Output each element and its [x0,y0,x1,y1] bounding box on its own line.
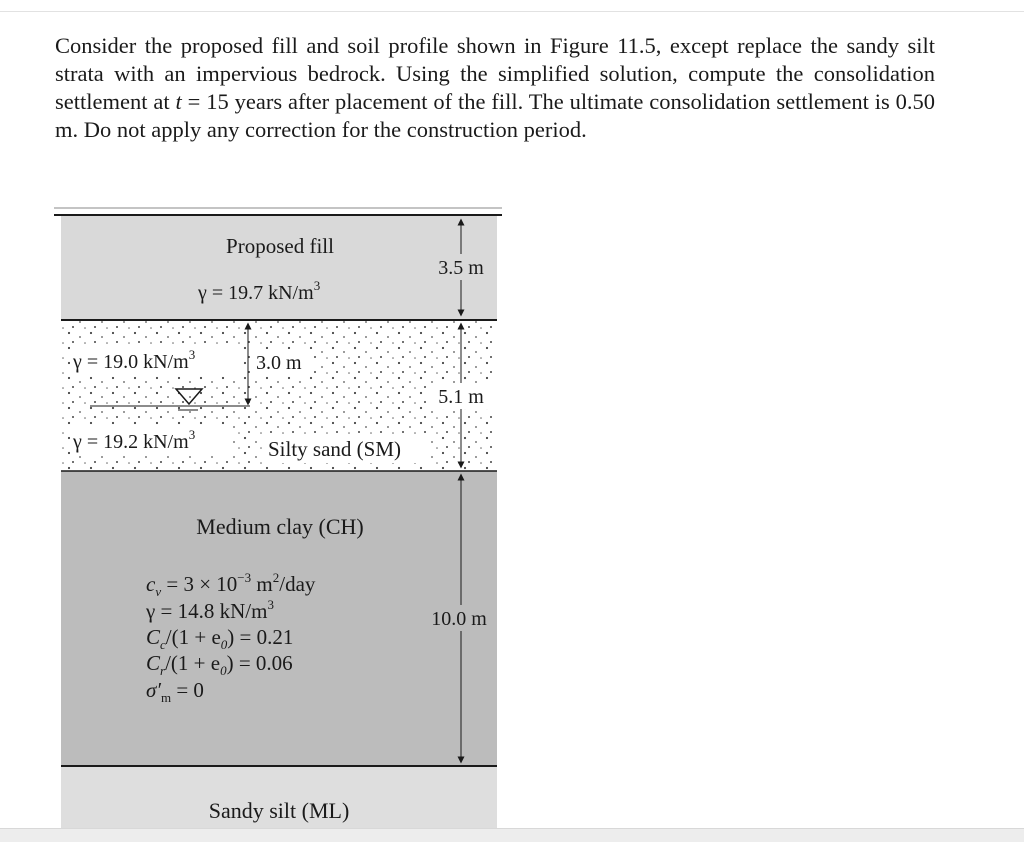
clay-cv: $c_v = 3 \times 10^{-3}$ $m^2$/day [146,570,316,599]
clay-compression-index: $C_c/(1 + e_0) = 0.21$ [146,625,294,652]
clay-layer-name: Medium clay (CH) [196,514,364,539]
clay-overconsolidation-margin: $\sigma'_m = 0$ [146,678,204,705]
fill-layer-name: Proposed fill [226,234,334,258]
fill-unit-weight: γ = 19.7 $kN/m^3$ [198,278,321,304]
clay-unit-weight: γ = 14.8 $kN/m^3$ [146,597,274,623]
water-depth-label: 3.0 m [256,352,302,374]
problem-statement: Consider the proposed fill and soil profile shown in Figure 11.5, except replace the sandy silt strata with an impervious bedrock. Using the simplified solution, compute the consolidation settlement at t = 15 years after placement of the fill. The ultimate consolidation settlement is 0.50 m. Do not apply any correction for the construction period. [55,32,935,142]
clay-thickness-label: 10.0 m [431,608,487,630]
sand-unit-weight-upper: γ = 19.0 $kN/m^3$ [73,347,196,373]
silt-layer-name: Sandy silt (ML) [208,798,350,823]
sand-thickness-label: 5.1 m [438,386,484,408]
sand-unit-weight-lower: γ = 19.2 $kN/m^3$ [73,427,196,453]
clay-recompression-index: $C_r/(1 + e_0) = 0.06$ [146,651,293,678]
fill-thickness-label: 3.5 m [438,257,484,279]
bottom-scroll-bar[interactable] [0,828,1024,842]
sand-layer-name: Silty sand (SM) [268,437,402,461]
